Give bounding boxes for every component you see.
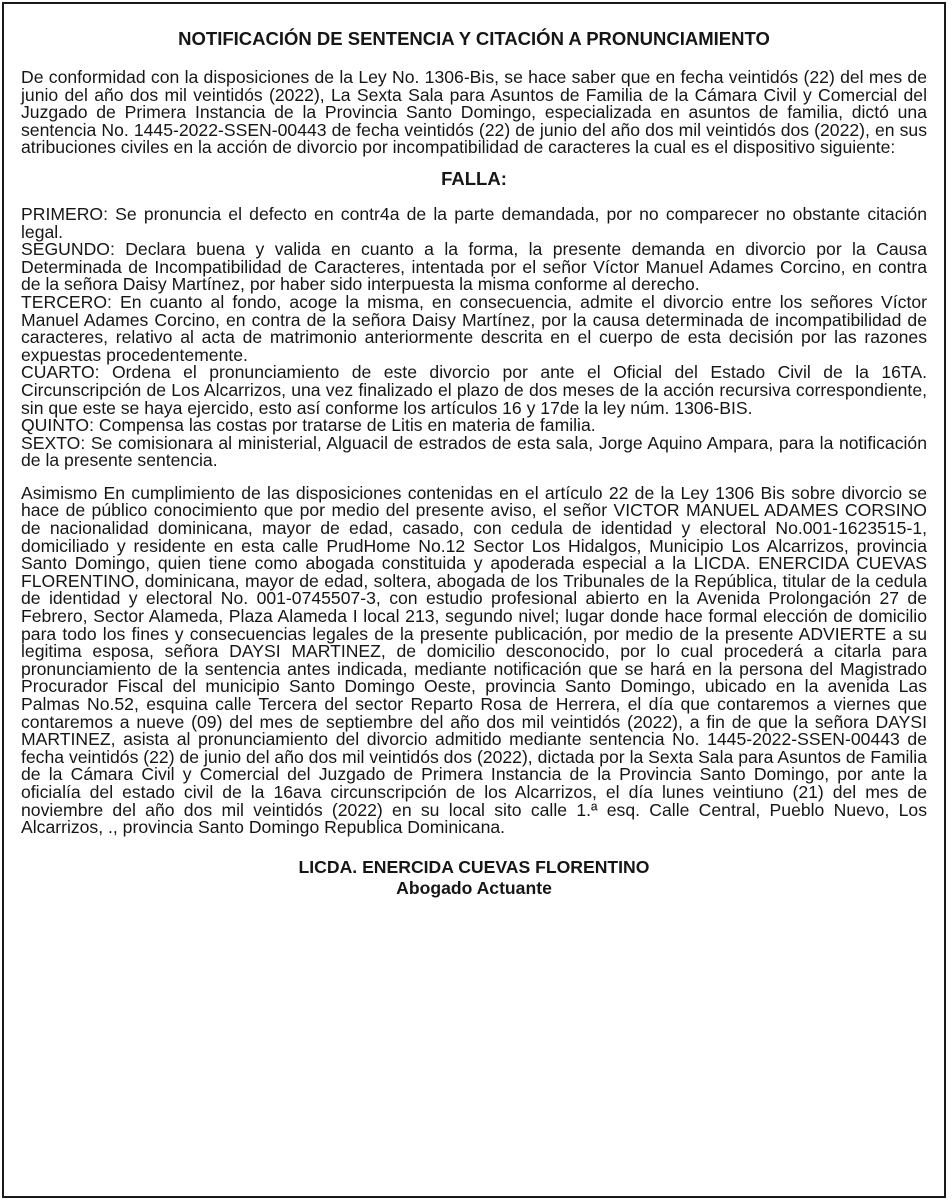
verdict-items bbox=[21, 203, 927, 471]
signature-name: LICDA. ENERCIDA CUEVAS FLORENTINO bbox=[298, 856, 650, 877]
verdict-heading: FALLA: bbox=[441, 167, 507, 189]
signature-block bbox=[21, 857, 927, 899]
intro-paragraph: De conformidad con la disposiciones de la Ley No. 1306-Bis, se hace saber que en fecha veintidós (22) del mes de junio del año dos mil veintidós (2022), La Sexta Sala para Asuntos de Familia de la Cámara Civil y Comercial del Juzgado de Primera Instancia de la Provincia Santo Domingo, especializada en asuntos de familia, dictó una sentencia No. 1445-2022-SSEN-00443 de fecha veintidós (22) de junio del año dos mil veintidós dos (2022), en sus atribuciones civiles en la acción de divorcio por incompatibilidad de caracteres la cual es el dispositivo siguiente: bbox=[21, 67, 927, 158]
legal-notice bbox=[2, 2, 946, 1198]
verdict-item-primero: PRIMERO: Se pronuncia el defecto en contr4a de la parte demandada, por no comparecer no obstante citación legal. bbox=[21, 203, 927, 242]
signature-role: Abogado Actuante bbox=[396, 877, 552, 898]
verdict-item-quinto: QUINTO: Compensa las costas por tratarse de Litis en materia de familia. bbox=[21, 415, 596, 436]
notice-title: NOTIFICACIÓN DE SENTENCIA Y CITACIÓN A PRONUNCIAMIENTO bbox=[178, 28, 770, 49]
verdict-item-sexto: SEXTO: Se comisionara al ministerial, Alguacil de estrados de esta sala, Jorge Aquino Ampara, para la notificación de la presente sentencia. bbox=[21, 432, 927, 471]
verdict-item-segundo: SEGUNDO: Declara buena y valida en cuanto a la forma, la presente demanda en divorcio por la Causa Determinada de Incompatibilidad de Caracteres, intentada por el señor Víctor Manuel Adames Corcino, en contra de la señora Daisy Martínez, por haber sido interpuesta la misma conforme al derecho. bbox=[21, 239, 927, 295]
verdict-item-cuarto: CUARTO: Ordena el pronunciamiento de este divorcio por ante el Oficial del Estado Civil de la 16TA. Circunscripción de Los Alcarrizos, una vez finalizado el plazo de dos meses de la acción recursiva correspondiente, sin que este se haya ejercido, esto así conforme los artículos 16 y 17de la ley núm. 1306-BIS. bbox=[21, 362, 927, 418]
summons-paragraph: Asimismo En cumplimiento de las disposiciones contenidas en el artículo 22 de la Ley 1306 Bis sobre divorcio se hace de público conocimiento que por medio del presente aviso, el señor VICTOR MANUEL ADAMES CORSINO de nacionalidad dominicana, mayor de edad, casado, con cedula de identidad y electoral No.001-1623515-1, domiciliado y residente en esta calle PrudHome No.12 Sector Los Hidalgos, Municipio Los Alcarrizos, provincia Santo Domingo, quien tiene como abogada constituida y apoderada especial a la LICDA. ENERCIDA CUEVAS FLORENTINO, dominicana, mayor de edad, soltera, abogada de los Tribunales de la República, titular de la cedula de identidad y electoral No. 001-0745507-3, con estudio profesional abierto en la Avenida Prolongación 27 de Febrero, Sector Alameda, Plaza Alameda I local 213, segundo nivel; lugar donde hace formal elección de domicilio para todo los fines y consecuencias legales de la presente publicación, por medio de la presente ADVIERTE a su legitima esposa, señora DAYSI MARTINEZ, de domicilio desconocido, por lo cual procederá a citarla para pronunciamiento de la sentencia antes indicada, mediante notificación que se hará en la persona del Magistrado Procurador Fiscal del municipio Santo Domingo Oeste, provincia Santo Domingo, ubicado en la avenida Las Palmas No.52, esquina calle Tercera del sector Reparto Rosa de Herrera, el día que contaremos a viernes que contaremos a nueve (09) del mes de septiembre del año dos mil veintidós (2022), a fin de que la señora DAYSI MARTINEZ, asista al pronunciamiento del divorcio admitido mediante sentencia No. 1445-2022-SSEN-00443 de fecha veintidós (22) de junio del año dos mil veintidós dos (2022), dictada por la Sexta Sala para Asuntos de Familia de la Cámara Civil y Comercial del Juzgado de Primera Instancia de la Provincia Santo Domingo, por ante la oficialía del estado civil de la 16ava circunscripción de los Alcarrizos, el día lunes veintiuno (21) del mes de noviembre del año dos mil veintidós (2022) en su local sito calle 1.ª esq. Calle Central, Pueblo Nuevo, Los Alcarrizos, ., provincia Santo Domingo Republica Dominicana. bbox=[21, 482, 927, 838]
verdict-item-tercero: TERCERO: En cuanto al fondo, acoge la misma, en consecuencia, admite el divorcio entre los señores Víctor Manuel Adames Corcino, en contra de la señora Daisy Martínez, por la causa determinada de incompatibilidad de caracteres, relativo al acta de matrimonio anteriormente descrita en el cuerpo de esta decisión por las razones expuestas procedentemente. bbox=[21, 291, 927, 365]
